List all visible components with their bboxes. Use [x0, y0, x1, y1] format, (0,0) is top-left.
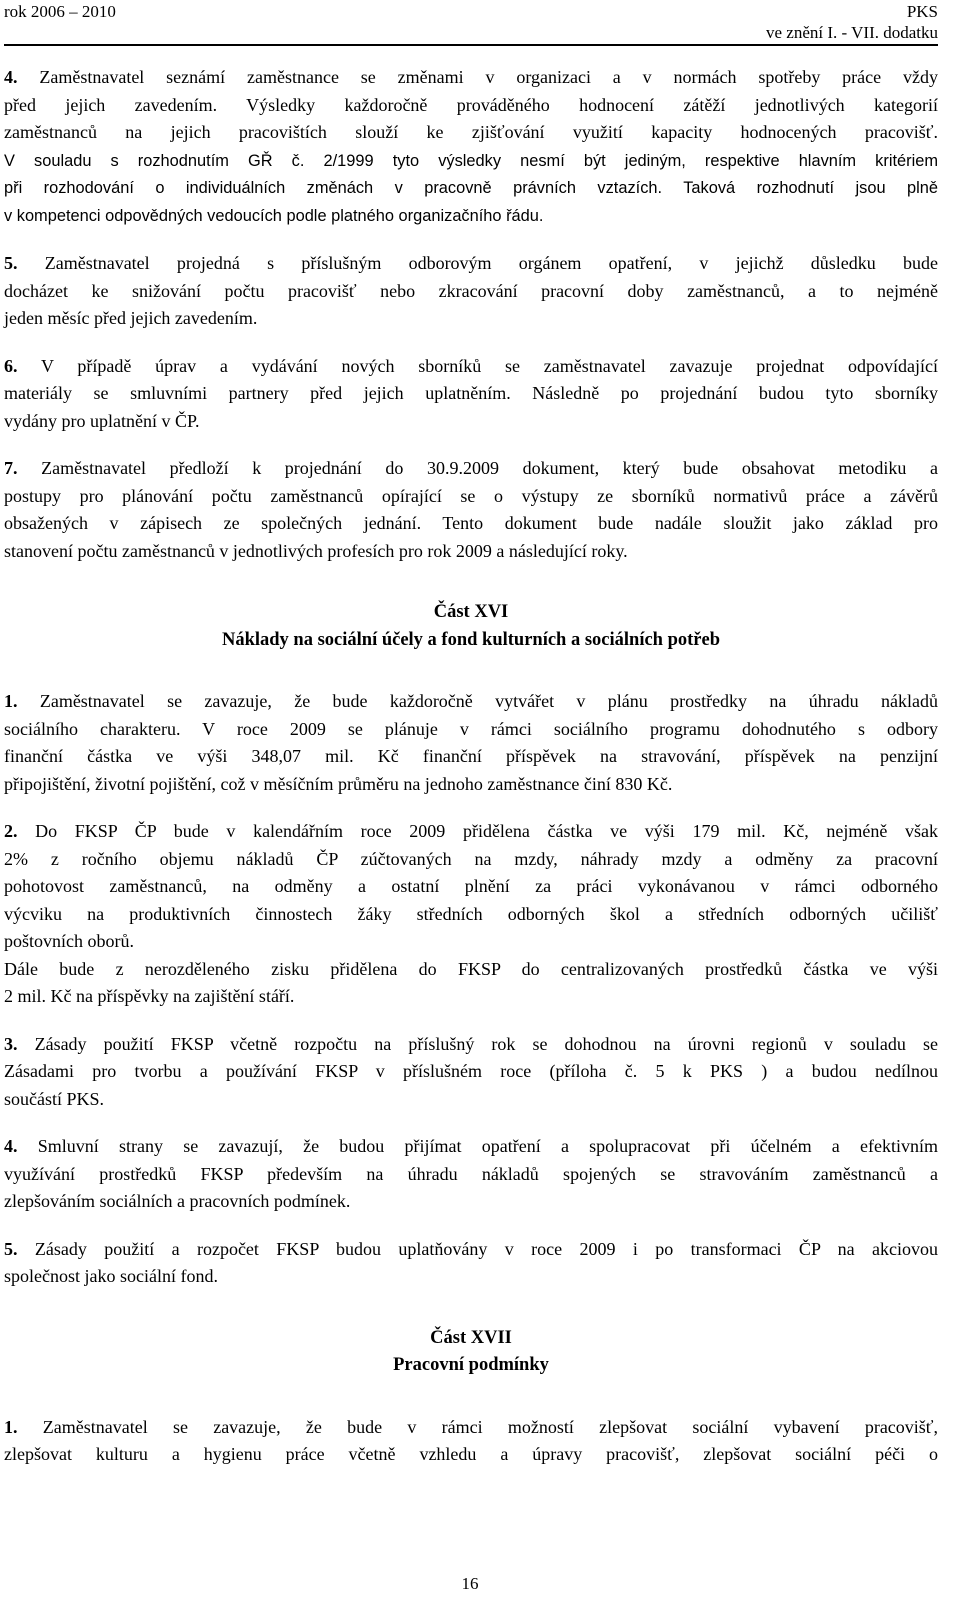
- paragraph-line: výcviku na produktivních činnostech žáky středních odborných škol a středních odborných učilišť: [4, 903, 938, 924]
- paragraph-number: 1.: [4, 1416, 18, 1437]
- header-rule: [4, 44, 938, 46]
- paragraph-line: 3. Zásady použití FKSP včetně rozpočtu na příslušný rok se dohodnou na úrovni regionů v souladu se: [4, 1033, 938, 1054]
- section-heading-xvii: [4, 1325, 938, 1380]
- paragraph-number: 4.: [4, 1136, 18, 1156]
- paragraph-line: zaměstnanců na jejich pracovištích slouží ke zjišťování využití kapacity hodnocených pracovišť.: [4, 122, 938, 142]
- paragraph-line: vydány pro uplatnění v ČP.: [4, 410, 200, 431]
- section-subtitle: Pracovní podmínky: [393, 1355, 549, 1375]
- paragraph-number: 5.: [4, 253, 18, 273]
- paragraph-line: 5. Zásady použití a rozpočet FKSP budou uplatňovány v roce 2009 i po transformaci ČP na akciovou: [4, 1238, 938, 1259]
- section-xvi-paragraph-1: [4, 688, 938, 798]
- paragraph-line: zlepšovat kulturu a hygienu práce včetně vzhledu a úpravy pracovišť, zlepšovat sociální péči o: [4, 1444, 938, 1464]
- paragraph-line: 2 mil. Kč na příspěvky na zajištění stáří.: [4, 986, 295, 1006]
- paragraph-line: zlepšováním sociálních a pracovních podmínek.: [4, 1191, 351, 1211]
- paragraph-6: [4, 353, 938, 436]
- paragraph-number: 5.: [4, 1238, 18, 1259]
- paragraph-number: 2.: [4, 821, 18, 841]
- paragraph-line: připojištění, životní pojištění, což v měsíčním průměru na jednoho zaměstnance činí 830 Kč.: [4, 773, 673, 794]
- section-xvii-paragraph-1: [4, 1414, 938, 1469]
- paragraph-line: při rozhodování o individuálních změnách v pracovně právních vztazích. Taková rozhodnutí jsou plně: [4, 179, 938, 197]
- paragraph-line: jeden měsíc před jejich zavedením.: [4, 308, 258, 328]
- paragraph-number: 6.: [4, 355, 18, 376]
- page-header: [4, 0, 938, 46]
- section-xvi-paragraph-4: [4, 1133, 938, 1216]
- section-xvi-paragraph-2: [4, 818, 938, 1011]
- paragraph-5: [4, 250, 938, 333]
- paragraph-7: [4, 455, 938, 565]
- paragraph-line: součástí PKS.: [4, 1088, 105, 1109]
- paragraph-line: stanovení počtu zaměstnanců v jednotlivých profesích pro rok 2009 a následující roky.: [4, 540, 628, 561]
- paragraph-line: Dále bude z nerozděleného zisku přidělena do FKSP do centralizovaných prostředků částka ve výši: [4, 958, 938, 979]
- paragraph-line: 2. Do FKSP ČP bude v kalendářním roce 2009 přidělena částka ve výši 179 mil. Kč, nejméně však: [4, 821, 938, 841]
- header-right: [766, 1, 938, 43]
- section-xvi-paragraph-3: [4, 1031, 938, 1114]
- paragraph-line: 1. Zaměstnavatel se zavazuje, že bude v rámci možností zlepšovat sociální vybavení pracovišť,: [4, 1416, 938, 1437]
- header-title: PKS: [906, 2, 938, 21]
- paragraph-number: 3.: [4, 1033, 18, 1054]
- paragraph-number: 7.: [4, 458, 18, 478]
- paragraph-line: v kompetenci odpovědných vedoucích podle platného organizačního řádu.: [4, 206, 544, 225]
- paragraph-line: Zásadami pro tvorbu a používání FKSP v příslušném roce (příloha č. 5 k PKS ) a budou nedílnou: [4, 1061, 938, 1081]
- paragraph-line: materiály se smluvními partnery před jejich uplatněním. Následně po projednání budou tyto sborníky: [4, 383, 938, 403]
- section-title: Část XVI: [433, 602, 509, 622]
- paragraph-line: poštovních oborů.: [4, 931, 134, 951]
- paragraph-line: 5. Zaměstnavatel projedná s příslušným odborovým orgánem opatření, v jejichž důsledku bude: [4, 253, 938, 273]
- paragraph-line: obsažených v zápisech ze společných jednání. Tento dokument bude nadále sloužit jako základ pro: [4, 513, 938, 533]
- header-amendments: ve znění I. - VII. dodatku: [766, 23, 938, 42]
- paragraph-number: 4.: [4, 67, 18, 87]
- paragraph-number: 1.: [4, 691, 18, 711]
- paragraph-line: před jejich zavedením. Výsledky každoročně prováděného hodnocení zátěží jednotlivých kategorií: [4, 94, 938, 115]
- paragraph-line: 4. Smluvní strany se zavazují, že budou přijímat opatření a spolupracovat při účelném a efektivním: [4, 1136, 938, 1156]
- paragraph-line: pohotovost zaměstnanců, na odměny a ostatní plnění za práci vykonávanou v rámci odborného: [4, 876, 938, 896]
- section-subtitle: Náklady na sociální účely a fond kulturních a sociálních potřeb: [221, 629, 721, 650]
- paragraph-line: společnost jako sociální fond.: [4, 1266, 218, 1286]
- section-title: Část XVII: [430, 1327, 512, 1348]
- section-heading-xvi: [4, 599, 938, 654]
- section-xvi-paragraph-5: [4, 1236, 938, 1291]
- page-number: 16: [461, 1574, 479, 1593]
- document-body: [4, 64, 938, 1469]
- paragraph-line: 2% z ročního objemu nákladů ČP zúčtovaných na mzdy, náhrady mzdy a odměny za pracovní: [4, 848, 938, 869]
- header-years: rok 2006 – 2010: [4, 2, 116, 21]
- paragraph-line: 1. Zaměstnavatel se zavazuje, že bude každoročně vytvářet v plánu prostředky na úhradu nákladů: [4, 691, 938, 711]
- paragraph-line: finanční částka ve výši 348,07 mil. Kč finanční příspěvek na stravování, příspěvek na penzijní: [4, 746, 938, 766]
- paragraph-line: V souladu s rozhodnutím GŘ č. 2/1999 tyto výsledky nesmí být jediným, respektive hlavním kritériem: [4, 151, 939, 170]
- paragraph-line: 7. Zaměstnavatel předloží k projednání do 30.9.2009 dokument, který bude obsahovat metodiku a: [4, 458, 938, 478]
- paragraph-4: [4, 64, 938, 230]
- paragraph-line: 4. Zaměstnavatel seznámí zaměstnance se změnami v organizaci a v normách spotřeby práce vždy: [4, 67, 938, 87]
- paragraph-line: využívání prostředků FKSP především na úhradu nákladů spojených se stravováním zaměstnanců a: [4, 1163, 938, 1184]
- paragraph-line: postupy pro plánování počtu zaměstnanců opírající se o výstupy ze sborníků normativů práce a závěrů: [4, 485, 938, 506]
- paragraph-line: docházet ke snižování počtu pracovišť nebo zkracování pracovní doby zaměstnanců, a to nejméně: [4, 280, 938, 301]
- paragraph-line: sociálního charakteru. V roce 2009 se plánuje v rámci sociálního programu dohodnutého s odbory: [4, 718, 938, 739]
- paragraph-line: 6. V případě úprav a vydávání nových sborníků se zaměstnavatel zavazuje projednat odpovídající: [4, 355, 938, 376]
